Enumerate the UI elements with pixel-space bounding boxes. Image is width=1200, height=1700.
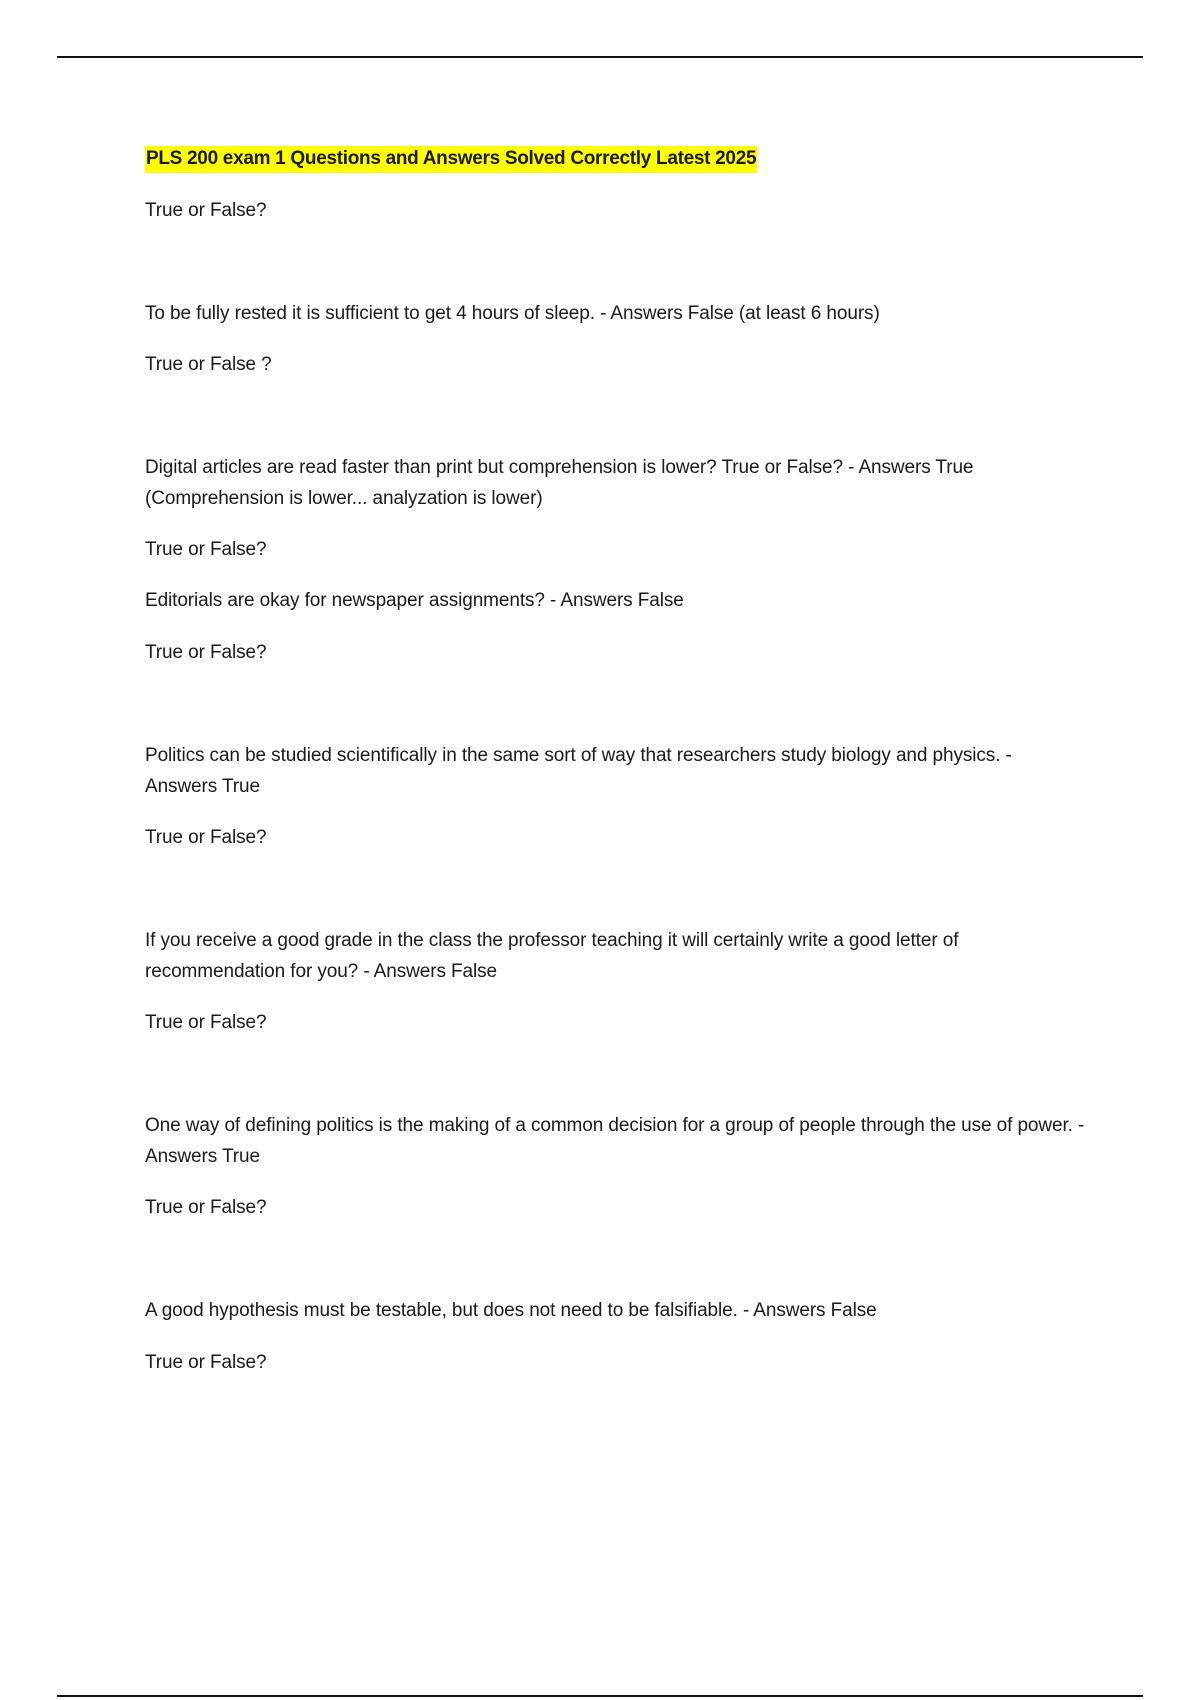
top-rule bbox=[57, 56, 1143, 58]
question-prompt: True or False? bbox=[145, 1197, 267, 1218]
question-answer: To be fully rested it is sufficient to get 4 hours of sleep. - Answers False (at least 6 hours) bbox=[145, 303, 880, 324]
bottom-rule bbox=[57, 1695, 1143, 1697]
question-answer: Digital articles are read faster than print but comprehension is lower? True or False? - Answers True (Comprehension is lower... analyzation is lower) bbox=[145, 457, 974, 509]
question-answer: Politics can be studied scientifically in the same sort of way that researchers study biology and physics. - Answers True bbox=[145, 745, 1012, 797]
question-answer: A good hypothesis must be testable, but does not need to be falsifiable. - Answers False bbox=[145, 1300, 877, 1321]
question-prompt: True or False? bbox=[145, 827, 267, 848]
question-prompt: True or False? bbox=[145, 539, 267, 560]
question-prompt: True or False? bbox=[145, 200, 267, 221]
question-prompt: True or False ? bbox=[145, 354, 272, 375]
question-answer: If you receive a good grade in the class the professor teaching it will certainly write a good letter of recommendation for you? - Answers False bbox=[145, 930, 959, 982]
question-answer: One way of defining politics is the making of a common decision for a group of people through the use of power. - Answers True bbox=[145, 1115, 1085, 1167]
question-prompt: True or False? bbox=[145, 642, 267, 663]
question-prompt: True or False? bbox=[145, 1012, 267, 1033]
question-answer: Editorials are okay for newspaper assignments? - Answers False bbox=[145, 590, 684, 611]
document-title: PLS 200 exam 1 Questions and Answers Solved Correctly Latest 2025 bbox=[145, 146, 757, 173]
question-prompt: True or False? bbox=[145, 1352, 267, 1373]
